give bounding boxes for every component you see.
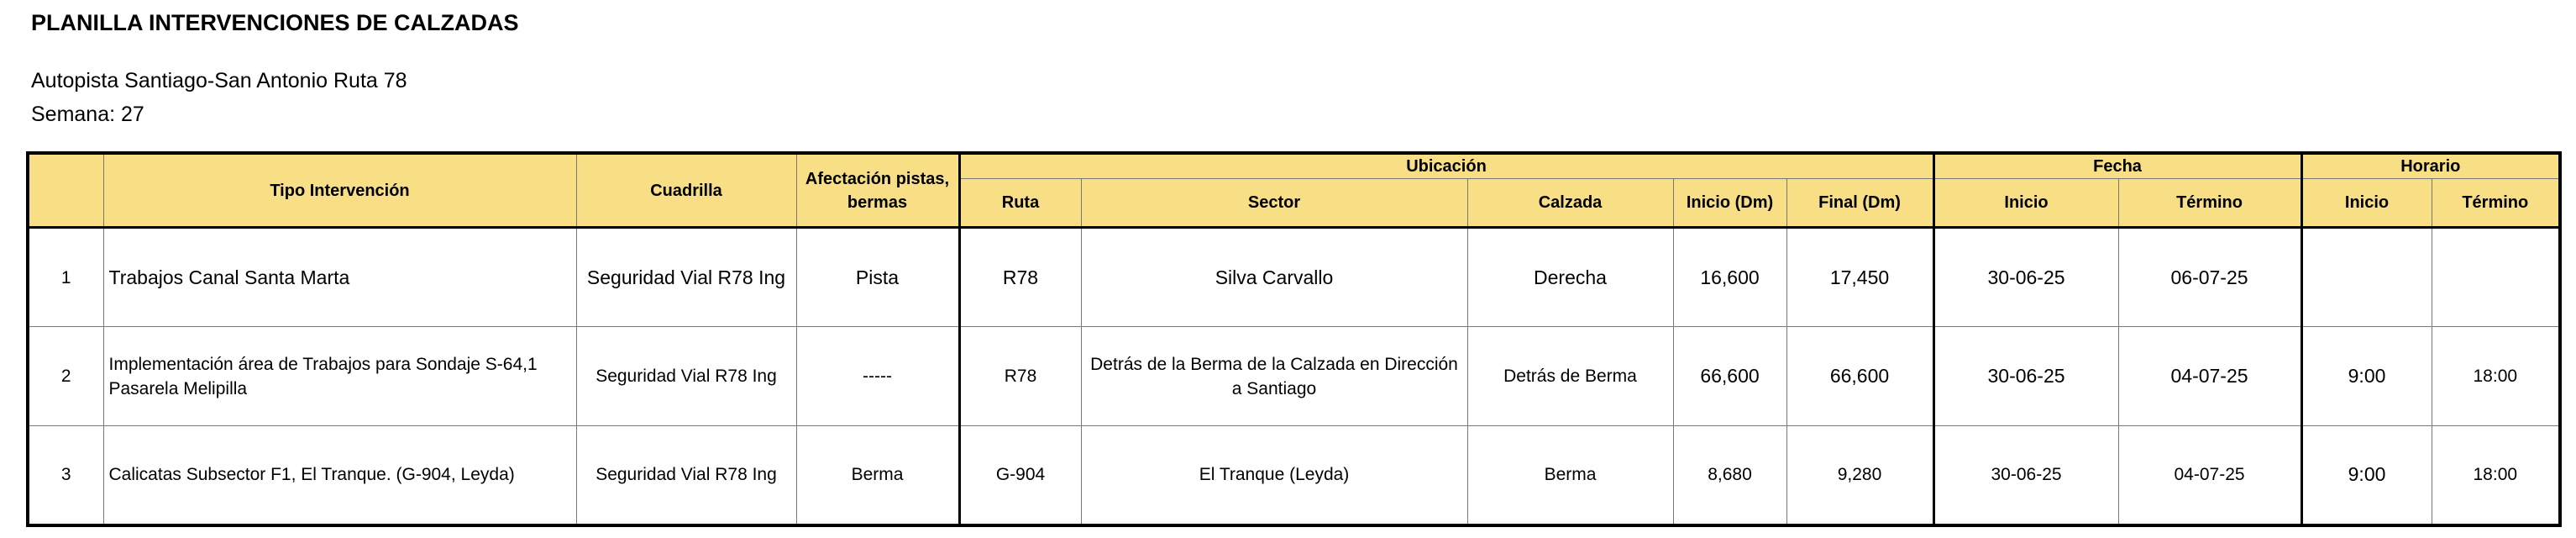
header-final-dm: Final (Dm) [1786, 179, 1933, 228]
cell-inicio-dm: 8,680 [1673, 426, 1786, 525]
header-horario: Horario [2301, 153, 2560, 179]
cell-ruta: G-904 [959, 426, 1081, 525]
header-horario-inicio: Inicio [2301, 179, 2432, 228]
cell-tipo: Calicatas Subsector F1, El Tranque. (G-904, Leyda) [103, 426, 576, 525]
cell-final-dm: 17,450 [1786, 228, 1933, 327]
header-ruta: Ruta [959, 179, 1081, 228]
week-label: Semana: 27 [31, 103, 144, 126]
cell-inicio-dm: 66,600 [1673, 327, 1786, 426]
cell-num: 1 [28, 228, 103, 327]
cell-inicio-dm: 16,600 [1673, 228, 1786, 327]
cell-sector: El Tranque (Leyda) [1081, 426, 1467, 525]
cell-tipo: Implementación área de Trabajos para Sondaje S-64,1 Pasarela Melipilla [103, 327, 576, 426]
cell-calzada: Derecha [1467, 228, 1673, 327]
cell-fecha-termino: 06-07-25 [2118, 228, 2301, 327]
header-fecha-inicio: Inicio [1933, 179, 2118, 228]
cell-cuadrilla: Seguridad Vial R78 Ing [576, 327, 796, 426]
cell-num: 2 [28, 327, 103, 426]
cell-cuadrilla: Seguridad Vial R78 Ing [576, 426, 796, 525]
header-sector: Sector [1081, 179, 1467, 228]
cell-afectacion: Pista [796, 228, 959, 327]
header-ubicacion: Ubicación [959, 153, 1933, 179]
cell-hora-inicio [2301, 228, 2432, 327]
cell-calzada: Berma [1467, 426, 1673, 525]
cell-afectacion: Berma [796, 426, 959, 525]
cell-sector: Detrás de la Berma de la Calzada en Dirección a Santiago [1081, 327, 1467, 426]
header-num [28, 153, 103, 228]
cell-hora-termino: 18:00 [2432, 426, 2560, 525]
subtitle: Autopista Santiago-San Antonio Ruta 78 [31, 69, 407, 92]
header-horario-termino: Término [2432, 179, 2560, 228]
cell-hora-termino: 18:00 [2432, 327, 2560, 426]
header-fecha-termino: Término [2118, 179, 2301, 228]
cell-hora-inicio: 9:00 [2301, 426, 2432, 525]
table-row [28, 327, 2560, 426]
header-afectacion: Afectación pistas, bermas [796, 153, 959, 228]
cell-hora-inicio: 9:00 [2301, 327, 2432, 426]
cell-fecha-inicio: 30-06-25 [1933, 327, 2118, 426]
cell-final-dm: 66,600 [1786, 327, 1933, 426]
cell-hora-termino [2432, 228, 2560, 327]
cell-fecha-inicio: 30-06-25 [1933, 228, 2118, 327]
header-inicio-dm: Inicio (Dm) [1673, 179, 1786, 228]
cell-ruta: R78 [959, 327, 1081, 426]
cell-afectacion: ----- [796, 327, 959, 426]
header-calzada: Calzada [1467, 179, 1673, 228]
cell-final-dm: 9,280 [1786, 426, 1933, 525]
cell-cuadrilla: Seguridad Vial R78 Ing [576, 228, 796, 327]
cell-ruta: R78 [959, 228, 1081, 327]
cell-sector: Silva Carvallo [1081, 228, 1467, 327]
cell-num: 3 [28, 426, 103, 525]
cell-fecha-inicio: 30-06-25 [1933, 426, 2118, 525]
interventions-table [26, 151, 2562, 527]
cell-calzada: Detrás de Berma [1467, 327, 1673, 426]
table-row [28, 426, 2560, 525]
table-row [28, 228, 2560, 327]
page-title: PLANILLA INTERVENCIONES DE CALZADAS [31, 10, 519, 35]
cell-fecha-termino: 04-07-25 [2118, 327, 2301, 426]
header-fecha: Fecha [1933, 153, 2301, 179]
header-cuadrilla: Cuadrilla [576, 153, 796, 228]
cell-fecha-termino: 04-07-25 [2118, 426, 2301, 525]
header-tipo: Tipo Intervención [103, 153, 576, 228]
cell-tipo: Trabajos Canal Santa Marta [103, 228, 576, 327]
